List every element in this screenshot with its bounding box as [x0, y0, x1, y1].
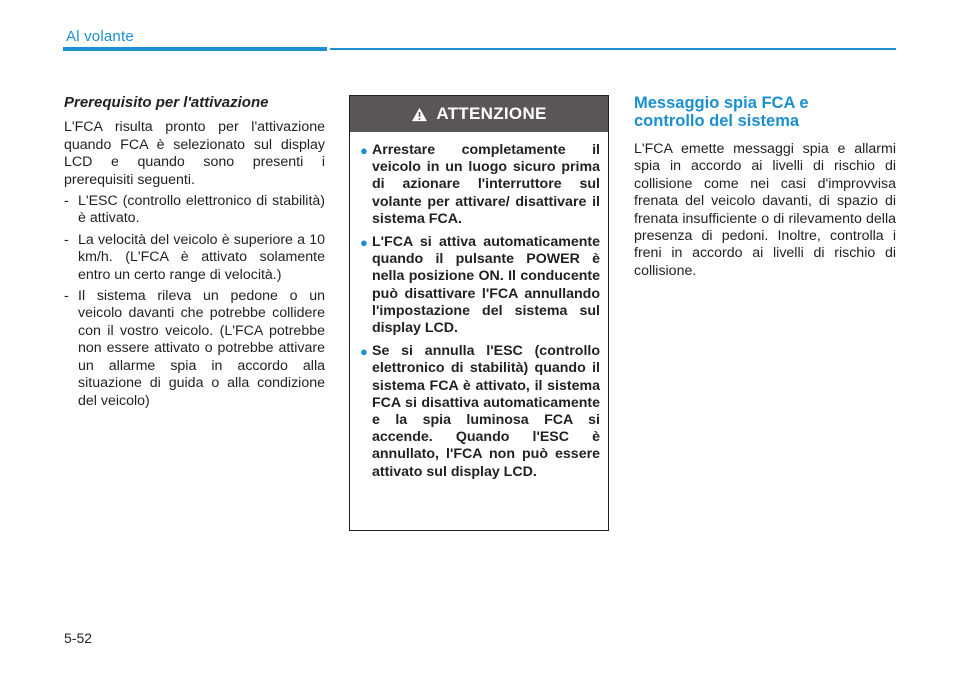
prerequisite-heading: Prerequisito per l'attivazione: [64, 94, 269, 111]
prerequisite-item: - Il sistema rileva un pedone o un veicolo davanti che potrebbe collidere con il vostro veicolo. (L'FCA potrebbe non essere attivato o potrebbe attivare un allarme spia in accordo alla situazione di guida o alla condizione del veicolo): [64, 288, 325, 410]
warning-list: [350, 132, 608, 481]
section-title: Al volante: [66, 28, 134, 45]
warning-item-text: L'FCA si attiva automaticamente quando il pulsante POWER è nella posizione ON. Il conducente può disattivare l'FCA annullando l'impostazione del sistema sul display LCD.: [372, 234, 600, 337]
fca-message-heading: [634, 94, 896, 130]
prerequisite-intro: L'FCA risulta pronto per l'attivazione quando FCA è selezionato sul display LCD e quando sono presenti i prerequisiti seguenti.: [64, 119, 325, 188]
bullet-icon: ●: [360, 235, 368, 251]
left-column: [64, 94, 325, 414]
warning-item: [360, 343, 600, 481]
warning-item-text: Se si annulla l'ESC (controllo elettronico di stabilità) quando il sistema FCA è attivato, il sistema FCA si disattiva automaticamente e la spia luminosa FCA si accende. Quando l'ESC è annullato, l'FCA non può essere attivato sul display LCD.: [372, 343, 600, 480]
warning-item: [360, 142, 600, 228]
warning-item: [360, 234, 600, 337]
warning-title: ATTENZIONE: [436, 104, 547, 123]
page-number: 5-52: [64, 630, 93, 646]
prerequisite-item: - La velocità del veicolo è superiore a 10 km/h. (L'FCA è attivato solamente entro un certo range di velocità.): [64, 232, 325, 284]
fca-message-body: L'FCA emette messaggi spia e allarmi spia in accordo ai livelli di rischio di collisione come nei casi d'improvvisa frenata del veicolo davanti, di spazio di frenata insufficiente o di rilevamento della presenza di pedoni. Inoltre, controlla i freni in accordo ai livelli di rischio di collisione.: [634, 141, 896, 279]
prerequisite-list: [64, 193, 325, 410]
prerequisite-item: - L'ESC (controllo elettronico di stabilità) è attivato.: [64, 193, 325, 228]
header-rule-thin: [330, 48, 896, 50]
bullet-icon: ●: [360, 143, 368, 158]
warning-header: [350, 96, 608, 132]
warning-box: [349, 95, 609, 531]
fca-heading-line1: Messaggio spia FCA e: [634, 94, 809, 112]
header-rule-thick: [63, 47, 327, 51]
fca-heading-line2: controllo del sistema: [634, 112, 800, 130]
right-column: [634, 94, 896, 280]
warning-item-text: Arrestare completamente il veicolo in un luogo sicuro prima di azionare l'interruttore sul volante per attivare/ disattivare il sistema FCA.: [372, 142, 600, 227]
warning-triangle-icon: [411, 107, 428, 122]
bullet-icon: ●: [360, 344, 368, 360]
